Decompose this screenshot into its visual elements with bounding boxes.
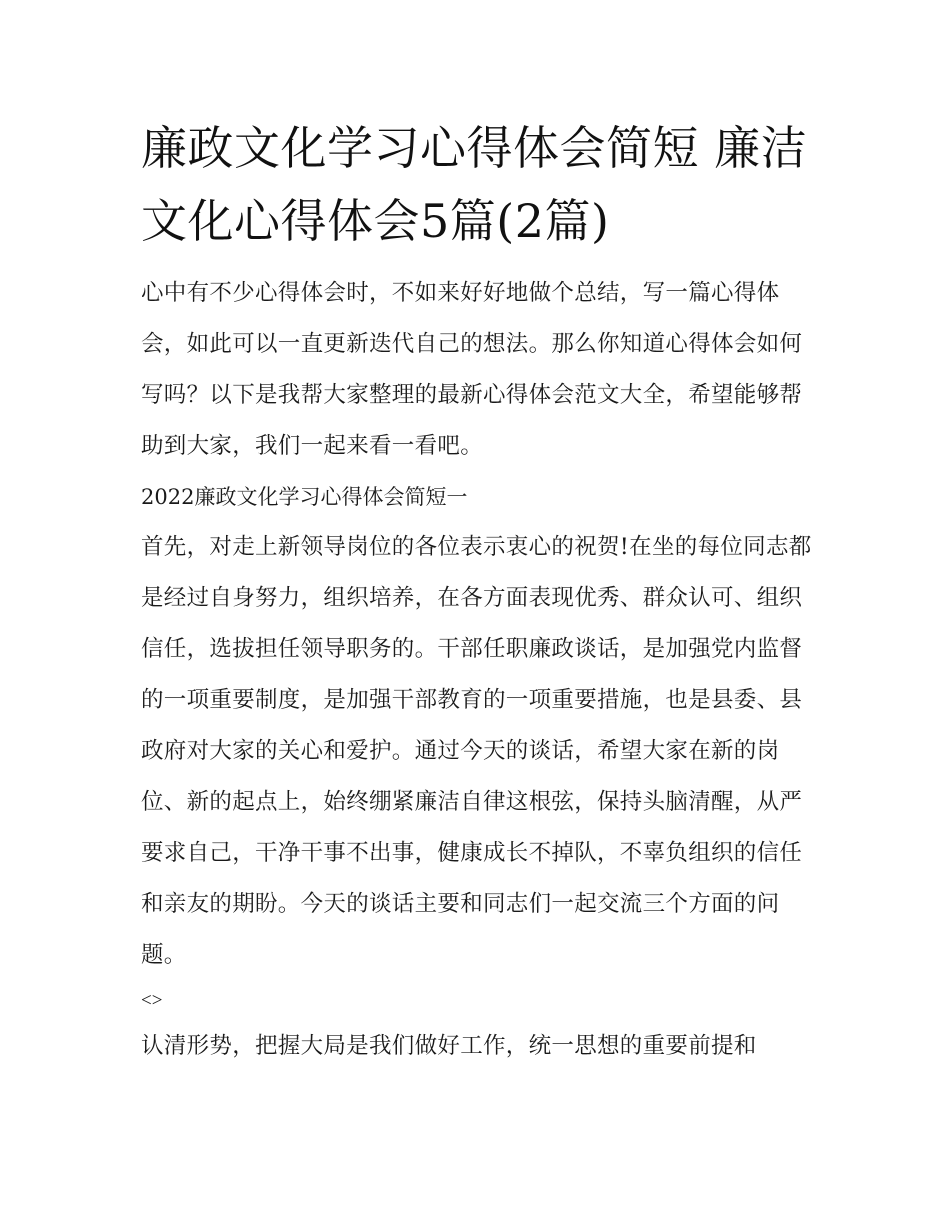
body-paragraph-continued: 认清形势，把握大局是我们做好工作，统一思想的重要前提和 [141,1033,757,1059]
document-title: 廉政文化学习心得体会简短 廉洁文化心得体会5篇(2篇) [141,121,808,248]
section-heading: 2022廉政文化学习心得体会简短一 [141,485,468,509]
intro-paragraph: 心中有不少心得体会时，不如来好好地做个总结，写一篇心得体会，如此可以一直更新迭代自己的想法。那么你知道心得体会如何写吗？以下是我帮大家整理的最新心得体会范文大全，希望能够帮助到大家，我们一起来看一看吧。 [141,280,803,459]
body-paragraph: 首先，对走上新领导岗位的各位表示衷心的祝贺!在坐的每位同志都是经过自身努力，组织培养，在各方面表现优秀、群众认可、组织信任，选拔担任领导职务的。干部任职廉政谈话，是加强党内监督的一项重要制度，是加强干部教育的一项重要措施，也是县委、县政府对大家的关心和爱护。通过今天的谈话，希望大家在新的岗位、新的起点上，始终绷紧廉洁自律这根弦，保持头脑清醒，从严要求自己，干净干事不出事，健康成长不掉队，不辜负组织的信任和亲友的期盼。今天的谈话主要和同志们一起交流三个方面的问题。 [141,534,812,968]
placeholder-marker: <> [141,990,163,1011]
document-content [141,112,813,1072]
